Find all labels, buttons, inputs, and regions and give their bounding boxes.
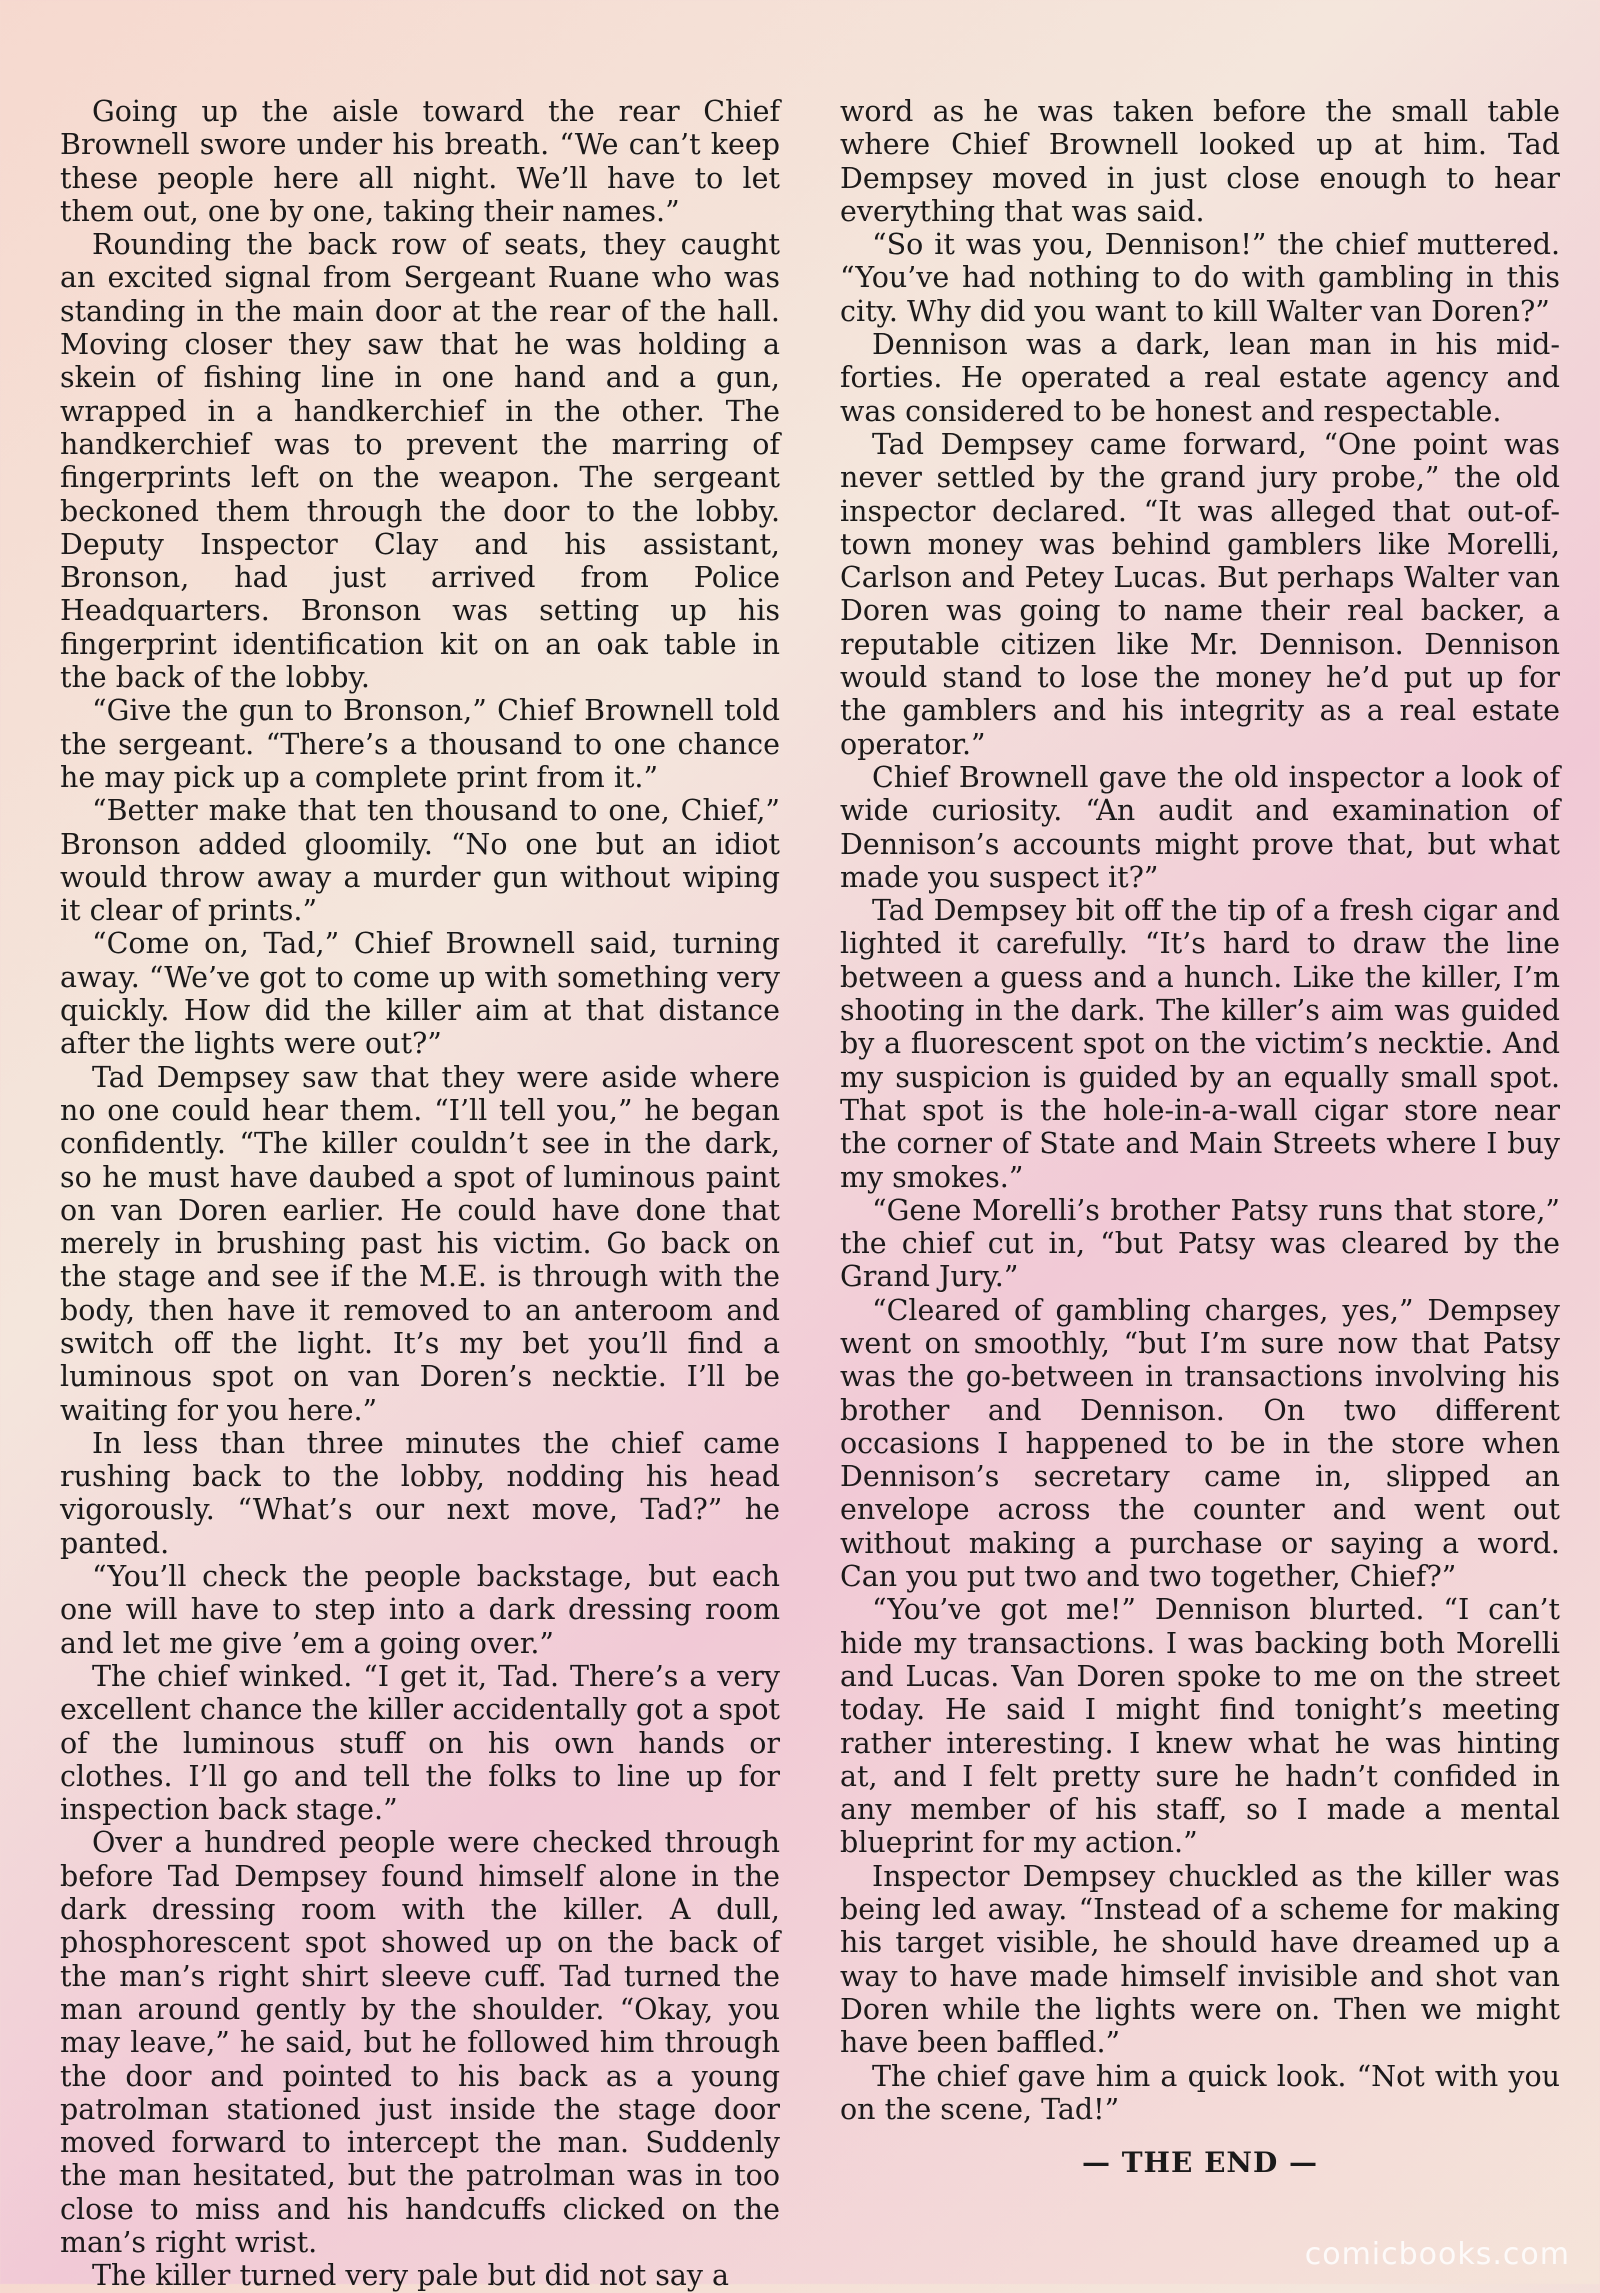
paragraph: “Better make that ten thousand to one, Chief,” Bronson added gloomily. “No one but an idiot would throw away a murder gun without wiping it clear of prints.” [60, 794, 780, 928]
end-mark: — THE END — [1081, 2146, 1319, 2180]
left-column [60, 95, 780, 2293]
text-columns [60, 95, 1560, 2293]
paragraph: Tad Dempsey came forward, “One point was never settled by the grand jury probe,” the old inspector declared. “It was alleged that out-of-town money was behind gamblers like Morelli, Carlson and Petey Lucas. But perhaps Walter van Doren was going to name their real backer, a reputable citizen like Mr. Dennison. Dennison would stand to lose the money he’d put up for the gamblers and his integrity as a real estate operator.” [840, 427, 1560, 761]
paragraph-continuation: word as he was taken before the small table where Chief Brownell looked up at him. Tad Dempsey moved in just close enough to hear everything that was said. [840, 95, 1560, 228]
paragraph: Tad Dempsey bit off the tip of a fresh cigar and lighted it carefully. “It’s hard to draw the line between a guess and a hunch. Like the killer, I’m shooting in the dark. The killer’s aim was guided by a fluorescent spot on the victim’s necktie. And my suspicion is guided by an equally small spot. That spot is the hole-in-a-wall cigar store near the corner of State and Main Streets where I buy my smokes.” [840, 894, 1560, 1194]
paragraph: “You’ll check the people backstage, but each one will have to step into a dark dressing room and let me give ’em a going over.” [60, 1560, 780, 1660]
paragraph: In less than three minutes the chief came rushing back to the lobby, nodding his head vigorously. “What’s our next move, Tad?” he panted. [60, 1426, 780, 1560]
paragraph: The killer turned very pale but did not say a [92, 2259, 730, 2293]
paragraph: “Give the gun to Bronson,” Chief Brownell told the sergeant. “There’s a thousand to one chance he may pick up a complete print from it.” [60, 694, 780, 794]
paragraph: “Cleared of gambling charges, yes,” Dempsey went on smoothly, “but I’m sure now that Patsy was the go-between in transactions involving his brother and Dennison. On two different occasions I happened to be in the store when Dennison’s secretary came in, slipped an envelope across the counter and went out without making a purchase or saying a word. Can you put two and two together, Chief?” [840, 1293, 1560, 1594]
paragraph: The chief winked. “I get it, Tad. There’s a very excellent chance the killer accidentally got a spot of the luminous stuff on his own hands or clothes. I’ll go and tell the folks to line up for inspection back stage.” [60, 1659, 780, 1827]
paragraph: “So it was you, Dennison!” the chief muttered. “You’ve had nothing to do with gambling in this city. Why did you want to kill Walter van Doren?” [840, 228, 1560, 328]
paragraph: Going up the aisle toward the rear Chief Brownell swore under his breath. “We can’t keep these people here all night. We’ll have to let them out, one by one, taking their names.” [60, 95, 780, 228]
paragraph: “Gene Morelli’s brother Patsy runs that store,” the chief cut in, “but Patsy was cleared by the Grand Jury.” [840, 1193, 1560, 1294]
paragraph: “Come on, Tad,” Chief Brownell said, turning away. “We’ve got to come up with something very quickly. How did the killer aim at that distance after the lights were out?” [60, 927, 780, 1061]
paragraph: Chief Brownell gave the old inspector a look of wide curiosity. “An audit and examination of Dennison’s accounts might prove that, but what made you suspect it?” [840, 760, 1560, 894]
paragraph: Inspector Dempsey chuckled as the killer was being led away. “Instead of a scheme for making his target visible, he should have dreamed up a way to have made himself invisible and shot van Doren while the lights were on. Then we might have been baffled.” [840, 1859, 1560, 2060]
paragraph: Tad Dempsey saw that they were aside where no one could hear them. “I’ll tell you,” he began confidently. “The killer couldn’t see in the dark, so he must have daubed a spot of luminous paint on van Doren earlier. He could have done that merely in brushing past his victim. Go back on the stage and see if the M.E. is through with the body, then have it removed to an anteroom and switch off the light. It’s my bet you’ll find a luminous spot on van Doren’s necktie. I’ll be waiting for you here.” [60, 1060, 780, 1427]
paragraph: Dennison was a dark, lean man in his mid-forties. He operated a real estate agency and was considered to be honest and respectable. [840, 328, 1560, 428]
paragraph: Over a hundred people were checked through before Tad Dempsey found himself alone in the dark dressing room with the killer. A dull, phosphorescent spot showed up on the back of the man’s right shirt sleeve cuff. Tad turned the man around gently by the shoulder. “Okay, you may leave,” he said, but he followed him through the door and pointed to his back as a young patrolman stationed just inside the stage door moved forward to intercept the man. Suddenly the man hesitated, but the patrolman was in too close to miss and his handcuffs clicked on the man’s right wrist. [60, 1826, 780, 2259]
paragraph: The chief gave him a quick look. “Not with you on the scene, Tad!” [840, 2059, 1560, 2126]
right-column [840, 95, 1560, 2293]
paragraph: Rounding the back row of seats, they caught an excited signal from Sergeant Ruane who was standing in the main door at the rear of the hall. Moving closer they saw that he was holding a skein of fishing line in one hand and a gun, wrapped in a handkerchief in the other. The handkerchief was to prevent the marring of fingerprints left on the weapon. The sergeant beckoned them through the door to the lobby. Deputy Inspector Clay and his assistant, Bronson, had just arrived from Police Headquarters. Bronson was setting up his fingerprint identification kit on an oak table in the back of the lobby. [60, 228, 780, 695]
paragraph: “You’ve got me!” Dennison blurted. “I can’t hide my transactions. I was backing both Morelli and Lucas. Van Doren spoke to me on the street today. He said I might find tonight’s meeting rather interesting. I knew what he was hinting at, and I felt pretty sure he hadn’t confided in any member of his staff, so I made a mental blueprint for my action.” [840, 1593, 1560, 1860]
site-watermark: comicbooks.com [1304, 2237, 1570, 2272]
